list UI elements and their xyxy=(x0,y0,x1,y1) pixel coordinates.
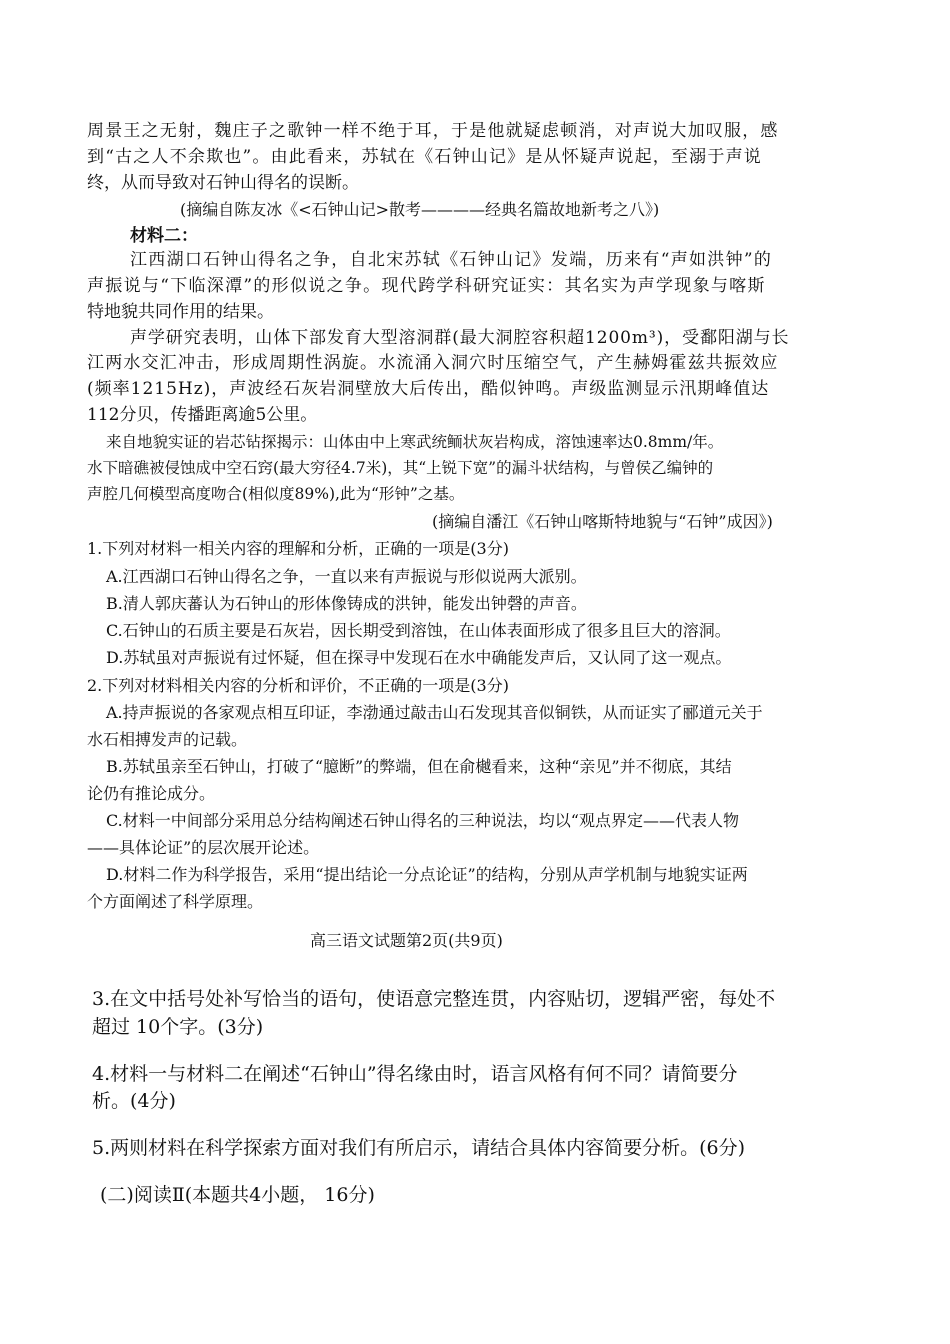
q4-line-2: 析。(4分) xyxy=(92,1090,176,1112)
section-2-heading: (二)阅读Ⅱ(本题共4小题， 16分) xyxy=(100,1184,375,1206)
q2-option-b-line-1: B.苏轼虽亲至石钟山，打破了“臆断”的弊端，但在俞樾看来，这种“亲见”并不彻底，其结 xyxy=(106,757,732,776)
material2-p3-line-2: 水下暗礁被侵蚀成中空石窍(最大穷径4.7米)，其“上锐下宽”的漏斗状结构，与曾侯乙编钟的 xyxy=(87,459,714,477)
q1-stem: 1.下列对材料一相关内容的理解和分析，正确的一项是(3分) xyxy=(87,539,509,558)
q1-option-a: A.江西湖口石钟山得名之争，一直以来有声振说与形似说两大派别。 xyxy=(106,567,587,586)
material1-line-3: 终，从而导致对石钟山得名的误断。 xyxy=(87,173,359,193)
material2-p1-line-1: 江西湖口石钟山得名之争，自北宋苏轼《石钟山记》发端，历来有“声如洪钟”的 xyxy=(130,250,773,270)
material1-line-2: 到“古之人不余欺也”。由此看来，苏轼在《石钟山记》是从怀疑声说起，至溺于声说 xyxy=(87,147,762,167)
q2-stem: 2.下列对材料相关内容的分析和评价，不正确的一项是(3分) xyxy=(87,676,509,695)
q3-line-2: 超过 10个字。(3分) xyxy=(92,1016,264,1038)
q1-option-d: D.苏轼虽对声振说有过怀疑，但在探寻中发现石在水中确能发声后，又认同了这一观点。 xyxy=(106,648,732,667)
q2-option-d-line-2: 个方面阐述了科学原理。 xyxy=(87,892,264,911)
material2-source: (摘编自潘江《石钟山喀斯特地貌与“石钟”成因》) xyxy=(432,512,773,531)
material2-p2-line-1: 声学研究表明，山体下部发育大型溶洞群(最大洞腔容积超1200m³)，受鄱阳湖与长 xyxy=(130,328,790,348)
q2-option-c-line-2: ——具体论证”的层次展开论述。 xyxy=(87,838,320,857)
q5-line: 5.两则材料在科学探索方面对我们有所启示，请结合具体内容简要分析。(6分) xyxy=(92,1137,746,1159)
q1-option-c: C.石钟山的石质主要是石灰岩，因长期受到溶蚀，在山体表面形成了很多且巨大的溶洞。 xyxy=(106,621,731,640)
page-footer: 高三语文试题第2页(共9页) xyxy=(310,931,503,950)
material2-p2-line-3: (频率1215Hz)，声波经石灰岩洞壁放大后传出，酷似钟鸣。声级监测显示汛期峰值达 xyxy=(87,379,770,399)
q2-option-c-line-1: C.材料一中间部分采用总分结构阐述石钟山得名的三种说法，均以“观点界定——代表人物 xyxy=(106,811,739,830)
q2-option-a-line-1: A.持声振说的各家观点相互印证，李渤通过敲击山石发现其音似铜铁，从而证实了郦道元关于 xyxy=(106,703,763,722)
q2-option-d-line-1: D.材料二作为科学报告，采用“提出结论一分点论证”的结构，分别从声学机制与地貌实证两 xyxy=(106,865,748,884)
q2-option-b-line-2: 论仍有推论成分。 xyxy=(87,784,216,803)
material2-p1-line-3: 特地貌共同作用的结果。 xyxy=(87,302,274,322)
q3-line-1: 3.在文中括号处补写恰当的语句，使语意完整连贯，内容贴切，逻辑严密，每处不 xyxy=(92,988,776,1010)
material2-p1-line-2: 声振说与“下临深潭”的形似说之争。现代跨学科研究证实：其名实为声学现象与喀斯 xyxy=(87,276,766,296)
q4-line-1: 4.材料一与材料二在阐述“石钟山”得名缘由时，语言风格有何不同？请简要分 xyxy=(92,1063,738,1085)
material2-p2-line-4: 112分贝，传播距离逾5公里。 xyxy=(87,405,318,425)
material2-p2-line-2: 江两水交汇冲击，形成周期性涡旋。水流涌入洞穴时压缩空气，产生赫姆霍兹共振效应 xyxy=(87,353,779,373)
material2-p3-line-3: 声腔几何模型高度吻合(相似度89%),此为“形钟”之基。 xyxy=(87,485,465,503)
material2-p3-line-1: 来自地貌实证的岩芯钻探揭示：山体由中上寒武统鲕状灰岩构成，溶蚀速率达0.8mm/年。 xyxy=(106,433,724,451)
material1-line-1: 周景王之无射，魏庄子之歌钟一样不绝于耳，于是他就疑虑顿消，对声说大加叹服，感 xyxy=(87,121,779,141)
q2-option-a-line-2: 水石相搏发声的记载。 xyxy=(87,730,248,749)
material2-heading: 材料二： xyxy=(130,226,198,246)
material1-source: (摘编自陈友冰《<石钟山记>散考————经典名篇故地新考之八》) xyxy=(180,200,660,219)
q1-option-b: B.清人郭庆蕃认为石钟山的形体像铸成的洪钟，能发出钟磬的声音。 xyxy=(106,594,587,613)
